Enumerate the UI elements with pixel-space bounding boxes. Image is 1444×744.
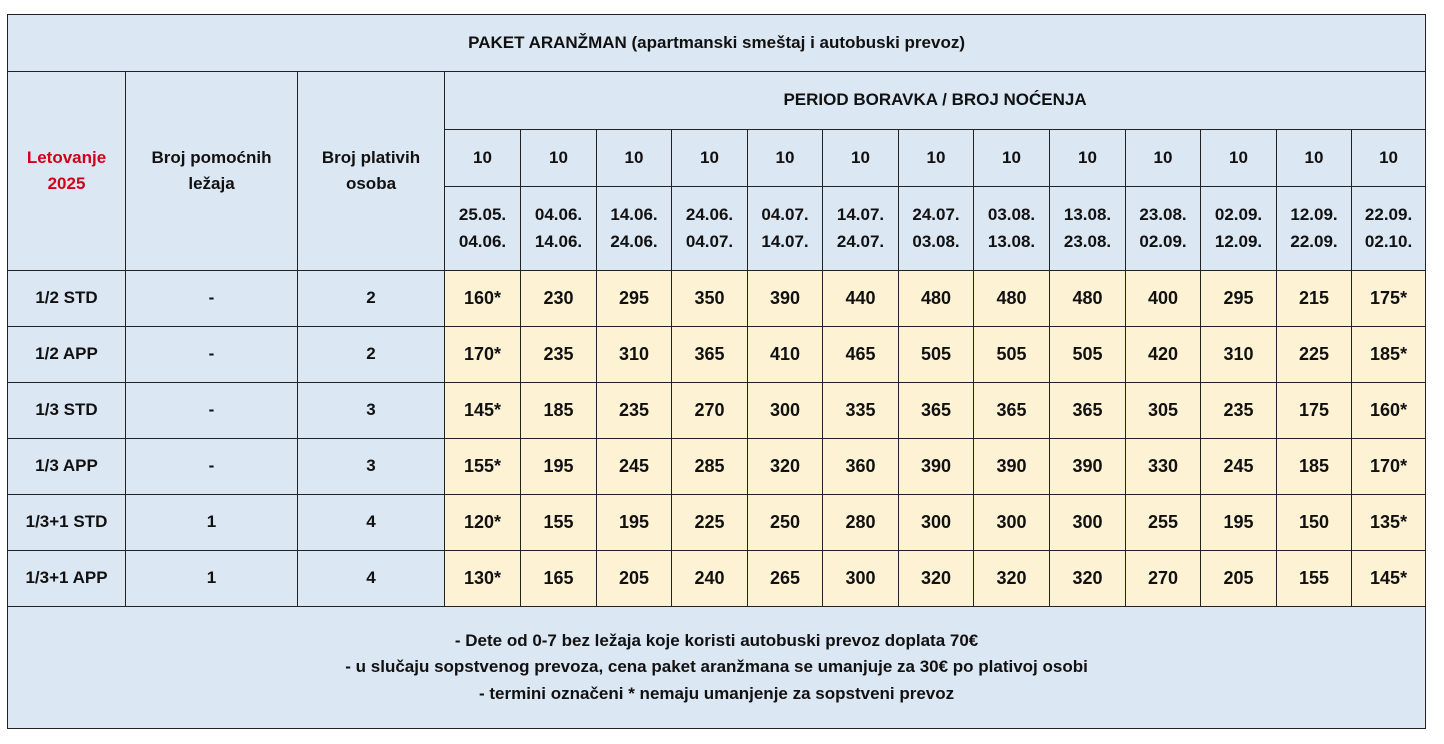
paying-persons-cell: 2 (298, 271, 445, 327)
nights-cell: 10 (597, 130, 672, 187)
nights-cell: 10 (1352, 130, 1426, 187)
price-cell: 205 (1201, 551, 1277, 607)
price-cell: 300 (899, 495, 974, 551)
period-from: 03.08. (987, 205, 1036, 225)
price-cell: 295 (1201, 271, 1277, 327)
price-cell: 240 (672, 551, 748, 607)
price-cell: 390 (748, 271, 823, 327)
price-cell: 165 (521, 551, 597, 607)
period-from: 04.07. (761, 205, 809, 225)
price-cell: 320 (748, 439, 823, 495)
price-cell: 310 (1201, 327, 1277, 383)
period-cell (823, 187, 899, 271)
extra-beds-cell: - (126, 383, 298, 439)
period-from: 14.06. (610, 205, 658, 225)
nights-cell: 10 (1201, 130, 1277, 187)
price-cell: 390 (899, 439, 974, 495)
extra-beds-cell: 1 (126, 495, 298, 551)
price-cell: 155* (445, 439, 521, 495)
price-cell: 245 (1201, 439, 1277, 495)
period-cell (1201, 187, 1277, 271)
period-cell (521, 187, 597, 271)
table-row (8, 327, 1426, 383)
period-from: 24.07. (912, 205, 960, 225)
price-cell: 285 (672, 439, 748, 495)
period-to: 24.06. (610, 231, 658, 251)
price-cell: 150 (1277, 495, 1352, 551)
season-year: 2025 (47, 174, 86, 193)
notes-cell (8, 607, 1426, 729)
price-cell: 235 (521, 327, 597, 383)
period-to: 04.06. (458, 231, 507, 251)
extra-beds-cell: 1 (126, 551, 298, 607)
price-cell: 440 (823, 271, 899, 327)
price-cell: 185 (521, 383, 597, 439)
price-cell: 350 (672, 271, 748, 327)
period-cell (899, 187, 974, 271)
period-cell (672, 187, 748, 271)
price-cell: 160* (1352, 383, 1426, 439)
table-row (8, 495, 1426, 551)
room-type-cell: 1/3+1 STD (8, 495, 126, 551)
period-from: 25.05. (458, 205, 507, 225)
paying-persons-cell: 4 (298, 495, 445, 551)
price-cell: 160* (445, 271, 521, 327)
nights-cell: 10 (445, 130, 521, 187)
price-table (7, 14, 1426, 729)
price-cell: 235 (1201, 383, 1277, 439)
price-cell: 175 (1277, 383, 1352, 439)
price-cell: 505 (1050, 327, 1126, 383)
period-to: 12.09. (1214, 231, 1263, 251)
price-cell: 170* (1352, 439, 1426, 495)
table-row (8, 439, 1426, 495)
nights-cell: 10 (748, 130, 823, 187)
period-cell (445, 187, 521, 271)
note-line: - termini označeni * nemaju umanjenje za sopstveni prevoz (478, 683, 955, 703)
price-cell: 465 (823, 327, 899, 383)
nights-cell: 10 (974, 130, 1050, 187)
period-to: 23.08. (1063, 231, 1112, 251)
nights-cell: 10 (1126, 130, 1201, 187)
price-cell: 130* (445, 551, 521, 607)
price-cell: 195 (597, 495, 672, 551)
paying-persons-cell: 3 (298, 383, 445, 439)
period-to: 14.07. (761, 231, 809, 251)
nights-cell: 10 (823, 130, 899, 187)
period-cell (597, 187, 672, 271)
paying-persons-cell: 2 (298, 327, 445, 383)
price-cell: 280 (823, 495, 899, 551)
paying-persons-header: Broj plativih osoba (298, 72, 445, 271)
room-type-cell: 1/3+1 APP (8, 551, 126, 607)
period-from: 23.08. (1139, 205, 1187, 225)
price-cell: 420 (1126, 327, 1201, 383)
price-cell: 145* (445, 383, 521, 439)
season-header (8, 72, 126, 271)
price-cell: 365 (974, 383, 1050, 439)
price-cell: 330 (1126, 439, 1201, 495)
price-cell: 185* (1352, 327, 1426, 383)
period-from: 22.09. (1364, 205, 1413, 225)
price-cell: 270 (1126, 551, 1201, 607)
price-cell: 230 (521, 271, 597, 327)
nights-cell: 10 (1277, 130, 1352, 187)
season-label: Letovanje (26, 147, 107, 167)
price-cell: 505 (899, 327, 974, 383)
period-cell (748, 187, 823, 271)
period-cell (1352, 187, 1426, 271)
price-cell: 480 (974, 271, 1050, 327)
period-cell (1126, 187, 1201, 271)
period-from: 12.09. (1290, 205, 1338, 225)
price-cell: 225 (1277, 327, 1352, 383)
price-cell: 300 (823, 551, 899, 607)
period-to: 24.07. (836, 231, 885, 251)
room-type-cell: 1/2 APP (8, 327, 126, 383)
price-cell: 135* (1352, 495, 1426, 551)
price-cell: 145* (1352, 551, 1426, 607)
price-cell: 400 (1126, 271, 1201, 327)
room-type-cell: 1/3 STD (8, 383, 126, 439)
price-cell: 320 (1050, 551, 1126, 607)
price-cell: 410 (748, 327, 823, 383)
price-cell: 175* (1352, 271, 1426, 327)
period-from: 02.09. (1214, 205, 1263, 225)
price-cell: 185 (1277, 439, 1352, 495)
period-to: 13.08. (987, 231, 1036, 251)
period-to: 22.09. (1290, 231, 1338, 251)
period-cell (1050, 187, 1126, 271)
price-cell: 300 (974, 495, 1050, 551)
note-line: - u slučaju sopstvenog prevoza, cena paket aranžmana se umanjuje za 30€ po plativoj osobi (345, 657, 1088, 677)
notes-row (8, 607, 1426, 729)
nights-cell: 10 (672, 130, 748, 187)
price-cell: 205 (597, 551, 672, 607)
paying-persons-cell: 4 (298, 551, 445, 607)
paying-persons-cell: 3 (298, 439, 445, 495)
nights-cell: 10 (521, 130, 597, 187)
price-cell: 170* (445, 327, 521, 383)
extra-beds-cell: - (126, 271, 298, 327)
price-cell: 320 (974, 551, 1050, 607)
price-cell: 390 (974, 439, 1050, 495)
nights-cell: 10 (899, 130, 974, 187)
extra-beds-header: Broj pomoćnih ležaja (126, 72, 298, 271)
period-from: 04.06. (534, 205, 583, 225)
price-cell: 320 (899, 551, 974, 607)
price-cell: 365 (1050, 383, 1126, 439)
price-cell: 255 (1126, 495, 1201, 551)
price-cell: 360 (823, 439, 899, 495)
note-line: - Dete od 0-7 bez ležaja koje koristi autobuski prevoz doplata 70€ (454, 630, 979, 650)
price-cell: 300 (748, 383, 823, 439)
price-cell: 480 (899, 271, 974, 327)
price-cell: 300 (1050, 495, 1126, 551)
price-cell: 245 (597, 439, 672, 495)
price-cell: 225 (672, 495, 748, 551)
period-to: 03.08. (912, 231, 960, 251)
room-type-cell: 1/3 APP (8, 439, 126, 495)
price-cell: 335 (823, 383, 899, 439)
period-to: 02.10. (1364, 231, 1413, 251)
period-cell (1277, 187, 1352, 271)
extra-beds-cell: - (126, 327, 298, 383)
extra-beds-cell: - (126, 439, 298, 495)
price-cell: 195 (521, 439, 597, 495)
table-row (8, 271, 1426, 327)
period-from: 14.07. (836, 205, 885, 225)
price-cell: 235 (597, 383, 672, 439)
period-to: 14.06. (534, 231, 583, 251)
period-header: PERIOD BORAVKA / BROJ NOĆENJA (445, 72, 1426, 130)
nights-cell: 10 (1050, 130, 1126, 187)
price-cell: 480 (1050, 271, 1126, 327)
price-cell: 365 (672, 327, 748, 383)
price-cell: 155 (521, 495, 597, 551)
price-cell: 120* (445, 495, 521, 551)
period-from: 24.06. (685, 205, 734, 225)
price-cell: 310 (597, 327, 672, 383)
period-to: 02.09. (1139, 231, 1187, 251)
period-cell (974, 187, 1050, 271)
period-from: 13.08. (1063, 205, 1112, 225)
price-cell: 365 (899, 383, 974, 439)
table-row (8, 383, 1426, 439)
price-cell: 295 (597, 271, 672, 327)
price-cell: 215 (1277, 271, 1352, 327)
table-title: PAKET ARANŽMAN (apartmanski smeštaj i autobuski prevoz) (8, 15, 1426, 72)
price-cell: 270 (672, 383, 748, 439)
price-cell: 265 (748, 551, 823, 607)
room-type-cell: 1/2 STD (8, 271, 126, 327)
table-row (8, 551, 1426, 607)
price-cell: 305 (1126, 383, 1201, 439)
period-to: 04.07. (685, 231, 734, 251)
price-cell: 155 (1277, 551, 1352, 607)
price-cell: 390 (1050, 439, 1126, 495)
price-cell: 250 (748, 495, 823, 551)
price-cell: 505 (974, 327, 1050, 383)
price-cell: 195 (1201, 495, 1277, 551)
